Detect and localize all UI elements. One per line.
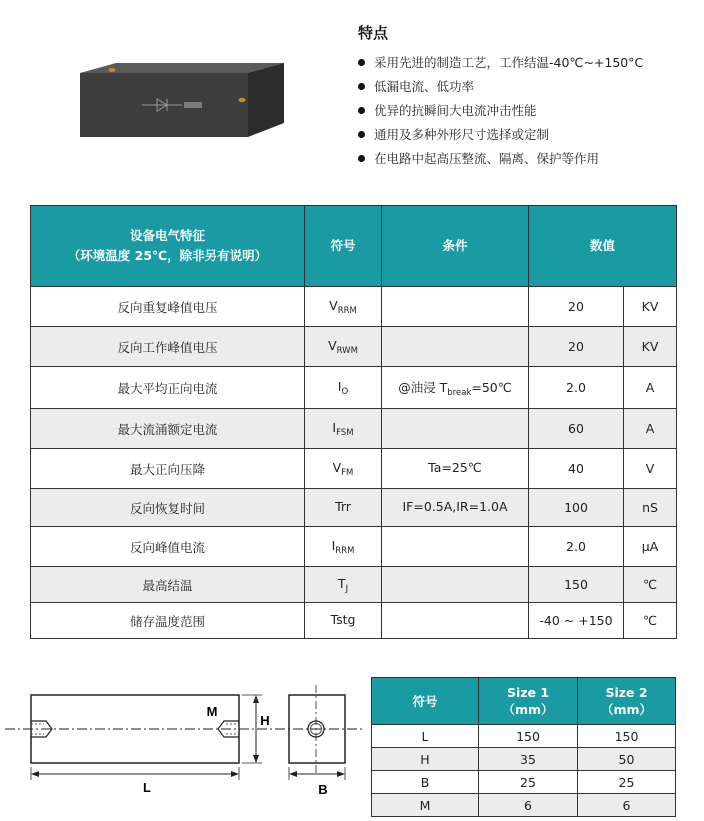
- size1-cell: 6: [479, 794, 578, 817]
- condition-cell: [382, 327, 529, 367]
- symbol-cell: $I_O$: [305, 367, 382, 409]
- spec-header-row: [31, 206, 677, 287]
- unit-cell: μA: [624, 527, 677, 567]
- symbol-cell: $I_{FSM}$: [305, 409, 382, 449]
- param-cell: 反向重复峰值电压: [31, 287, 305, 327]
- unit-cell: V: [624, 449, 677, 489]
- unit-cell: KV: [624, 327, 677, 367]
- feature-item: 通用及多种外形尺寸选择或定制: [358, 123, 643, 147]
- dimension-drawing: [0, 670, 370, 821]
- symbol-cell: $V_{FM}$: [305, 449, 382, 489]
- header-value: 数值: [529, 206, 677, 287]
- features-list: [358, 51, 643, 171]
- size-header-row: [372, 678, 676, 725]
- size-header-size2: Size 2 （mm）: [578, 678, 676, 725]
- bullet-icon: [358, 155, 365, 162]
- unit-cell: ℃: [624, 603, 677, 639]
- table-row: [31, 327, 677, 367]
- features-title: 特点: [358, 24, 389, 42]
- condition-cell: Ta=25℃: [382, 449, 529, 489]
- param-cell: 最高结温: [31, 567, 305, 603]
- condition-cell: IF=0.5A,IR=1.0A: [382, 489, 529, 527]
- param-cell: 反向峰值电流: [31, 527, 305, 567]
- value-cell: 40: [529, 449, 624, 489]
- unit-cell: A: [624, 409, 677, 449]
- label-m: M: [206, 704, 218, 719]
- symbol-cell: $I_{RRM}$: [305, 527, 382, 567]
- size-header-size1: Size 1 （mm）: [479, 678, 578, 725]
- size-symbol-cell: B: [372, 771, 479, 794]
- header-condition: 条件: [382, 206, 529, 287]
- symbol-cell: Trr: [305, 489, 382, 527]
- param-cell: 最大流涌额定电流: [31, 409, 305, 449]
- table-row: [31, 449, 677, 489]
- features-section: [358, 22, 643, 171]
- table-row: [372, 748, 676, 771]
- table-row: [31, 367, 677, 409]
- feature-item: 低漏电流、低功率: [358, 75, 643, 99]
- bullet-icon: [358, 59, 365, 66]
- value-cell: 20: [529, 327, 624, 367]
- param-cell: 反向工作峰值电压: [31, 327, 305, 367]
- value-cell: -40 ~ +150: [529, 603, 624, 639]
- condition-cell: [382, 527, 529, 567]
- header-parameter: 设备电气特征 （环境温度 25℃，除非另有说明）: [31, 206, 305, 287]
- table-row: [31, 489, 677, 527]
- bullet-icon: [358, 131, 365, 138]
- condition-cell: [382, 567, 529, 603]
- table-row: [31, 409, 677, 449]
- bullet-icon: [358, 107, 365, 114]
- table-row: [31, 567, 677, 603]
- param-cell: 最大平均正向电流: [31, 367, 305, 409]
- size-header-symbol: 符号: [372, 678, 479, 725]
- feature-item: 在电路中起高压整流、隔离、保护等作用: [358, 147, 643, 171]
- size1-cell: 150: [479, 725, 578, 748]
- value-cell: 2.0: [529, 527, 624, 567]
- size1-cell: 25: [479, 771, 578, 794]
- size2-cell: 6: [578, 794, 676, 817]
- size-symbol-cell: L: [372, 725, 479, 748]
- unit-cell: ℃: [624, 567, 677, 603]
- feature-item: 采用先进的制造工艺，工作结温-40℃~+150°C: [358, 51, 643, 75]
- label-b: B: [318, 782, 328, 797]
- value-cell: 20: [529, 287, 624, 327]
- symbol-cell: Tstg: [305, 603, 382, 639]
- bullet-icon: [358, 83, 365, 90]
- size-symbol-cell: M: [372, 794, 479, 817]
- electrical-spec-table: [30, 205, 677, 639]
- condition-cell: [382, 603, 529, 639]
- label-h: H: [260, 713, 270, 728]
- label-l: L: [143, 780, 151, 795]
- unit-cell: A: [624, 367, 677, 409]
- size2-cell: 25: [578, 771, 676, 794]
- symbol-cell: $V_{RRM}$: [305, 287, 382, 327]
- size2-cell: 50: [578, 748, 676, 771]
- param-cell: 储存温度范围: [31, 603, 305, 639]
- size1-cell: 35: [479, 748, 578, 771]
- symbol-cell: $V_{RWM}$: [305, 327, 382, 367]
- condition-cell: @油浸 $T_{break}=50℃$: [382, 367, 529, 409]
- value-cell: 150: [529, 567, 624, 603]
- size-table: [371, 677, 676, 817]
- table-row: [31, 287, 677, 327]
- condition-cell: [382, 409, 529, 449]
- value-cell: 2.0: [529, 367, 624, 409]
- table-row: [31, 603, 677, 639]
- condition-cell: [382, 287, 529, 327]
- table-row: [372, 771, 676, 794]
- product-photo: [72, 55, 292, 155]
- size-symbol-cell: H: [372, 748, 479, 771]
- symbol-cell: $T_J$: [305, 567, 382, 603]
- unit-cell: nS: [624, 489, 677, 527]
- table-row: [372, 725, 676, 748]
- param-cell: 最大正向压降: [31, 449, 305, 489]
- feature-item: 优异的抗瞬间大电流冲击性能: [358, 99, 643, 123]
- param-cell: 反向恢复时间: [31, 489, 305, 527]
- table-row: [372, 794, 676, 817]
- table-row: [31, 527, 677, 567]
- value-cell: 100: [529, 489, 624, 527]
- unit-cell: KV: [624, 287, 677, 327]
- value-cell: 60: [529, 409, 624, 449]
- header-symbol: 符号: [305, 206, 382, 287]
- size2-cell: 150: [578, 725, 676, 748]
